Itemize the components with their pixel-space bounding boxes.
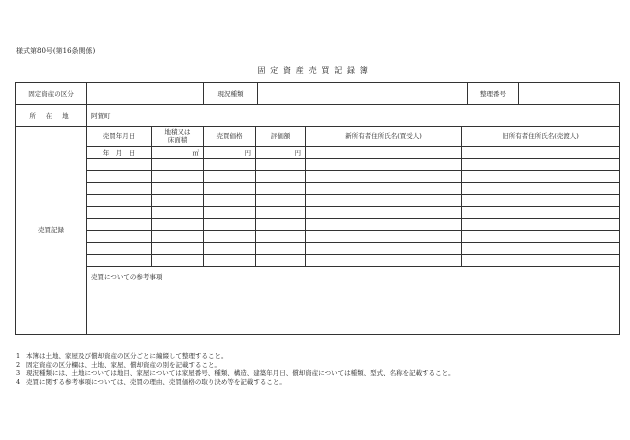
location-label: 所 在 地: [16, 105, 87, 127]
footnote-item: 3 現況種類には、土地については地目、家屋については家屋番号、種類、構造、建築年月日、償却資産については種類、型式、名称を記載すること。: [16, 369, 455, 377]
table-row: [16, 195, 620, 207]
table-row: [16, 207, 620, 219]
document-title: 固定資産売買記録簿: [257, 66, 373, 75]
footnotes: [16, 352, 455, 386]
reference-notes-field[interactable]: [87, 267, 620, 335]
unit-date[interactable]: 年 月 日: [87, 147, 152, 159]
location-value[interactable]: 阿賀町: [87, 105, 620, 127]
ref-number-field[interactable]: [519, 83, 619, 104]
asset-class-field[interactable]: [87, 83, 204, 105]
reference-notes-label: 売買についての参考事項: [91, 273, 163, 281]
unit-valuation[interactable]: 円: [256, 147, 306, 159]
table-row: [16, 231, 620, 243]
column-valuation: 評価額: [256, 127, 306, 147]
footnote-item: 1 本簿は土地、家屋及び償却資産の区分ごとに編綴して整理すること。: [16, 352, 228, 360]
column-old-owner: 旧所有者住所氏名(売渡人): [462, 127, 620, 147]
location-row: [16, 105, 620, 127]
unit-area[interactable]: ㎡: [152, 147, 204, 159]
old-owner-cell[interactable]: [462, 147, 620, 159]
table-row: [16, 183, 620, 195]
table-row: [16, 171, 620, 183]
table-row: [16, 159, 620, 171]
notes-row: [16, 267, 620, 335]
asset-info-row: [16, 83, 620, 105]
column-area: 地積又は 床面積: [152, 127, 204, 147]
asset-class-label: 固定資産の区分: [16, 83, 87, 105]
ref-number-label: 整理番号: [468, 83, 519, 104]
form-number: 様式第80号(第16条関係): [16, 47, 96, 55]
column-price: 売買価格: [204, 127, 256, 147]
table-row: [16, 219, 620, 231]
footnote-item: 4 売買に関する参考事項については、売買の理由、売買価格の取り決め等を記載すること。: [16, 377, 286, 386]
column-new-owner: 新所有者住所氏名(買受人): [306, 127, 462, 147]
footnote-item: 2 固定資産の区分欄は、土地、家屋、償却資産の別を記載すること。: [16, 360, 221, 369]
record-form-table: [15, 82, 620, 335]
new-owner-cell[interactable]: [306, 147, 462, 159]
current-type-label: 現況種類: [204, 83, 258, 104]
table-row: [16, 255, 620, 267]
table-row: [16, 243, 620, 255]
unit-price[interactable]: 円: [204, 147, 256, 159]
record-section-label: 売買記録: [16, 127, 87, 335]
column-date: 売買年月日: [87, 127, 152, 147]
record-header-row: [16, 127, 620, 147]
current-type-field[interactable]: [258, 83, 468, 104]
record-unit-row: [16, 147, 620, 159]
